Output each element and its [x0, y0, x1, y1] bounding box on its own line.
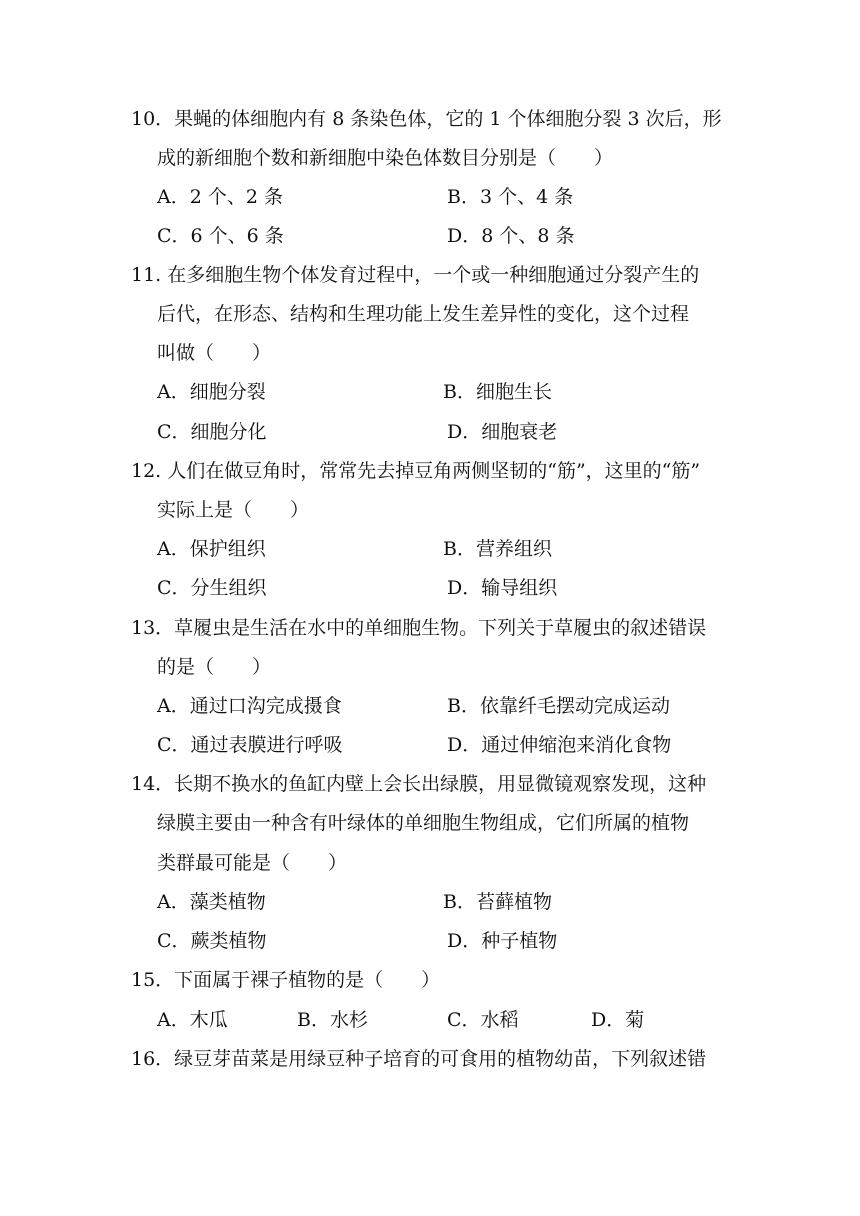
question-10-line-2: 成的新细胞个数和新细胞中染色体数目分别是（ ） [157, 147, 614, 169]
question-12-option-d: D．输导组织 [447, 577, 558, 599]
question-14-line-2: 绿膜主要由一种含有叶绿体的单细胞生物组成，它们所属的植物 [157, 812, 690, 834]
question-11-line-2: 后代，在形态、结构和生理功能上发生差异性的变化，这个过程 [157, 303, 690, 325]
question-13-line-2: 的是（ ） [157, 656, 272, 678]
question-11-option-c: C．细胞分化 [157, 421, 267, 443]
question-13-option-a: A．通过口沟完成摄食 [157, 695, 342, 717]
question-11-option-d: D．细胞衰老 [447, 421, 558, 443]
question-14-option-a: A．藻类植物 [157, 891, 266, 913]
question-11-line-1: 11. 在多细胞生物个体发育过程中，一个或一种细胞通过分裂产生的 [131, 264, 700, 286]
question-12-line-2: 实际上是（ ） [157, 499, 310, 521]
question-10-option-d: D．8 个、8 条 [447, 225, 575, 247]
question-14-option-b: B．苔藓植物 [443, 891, 552, 913]
question-10-option-c: C．6 个、6 条 [157, 225, 284, 247]
question-11-option-a: A．细胞分裂 [157, 381, 266, 403]
question-12-option-b: B．营养组织 [443, 538, 552, 560]
question-15-option-c: C．水稻 [447, 1009, 519, 1031]
question-12-line-1: 12. 人们在做豆角时，常常先去掉豆角两侧坚韧的“筋”，这里的“筋” [131, 460, 701, 482]
question-11-option-b: B．细胞生长 [443, 381, 552, 403]
question-14-option-d: D．种子植物 [447, 930, 558, 952]
question-15-option-d: D．菊 [591, 1009, 645, 1031]
question-15-option-a: A．木瓜 [157, 1009, 228, 1031]
question-10-option-b: B．3 个、4 条 [447, 186, 574, 208]
question-11-line-3: 叫做（ ） [157, 342, 272, 364]
question-12-option-a: A．保护组织 [157, 538, 266, 560]
question-12-option-c: C．分生组织 [157, 577, 267, 599]
question-14-line-3: 类群最可能是（ ） [157, 852, 348, 874]
question-13-option-d: D．通过伸缩泡来消化食物 [447, 734, 672, 756]
question-13-option-b: B．依靠纤毛摆动完成运动 [447, 695, 670, 717]
question-13-option-c: C．通过表膜进行呼吸 [157, 734, 343, 756]
question-14-option-c: C．蕨类植物 [157, 930, 267, 952]
question-15-option-b: B．水杉 [297, 1009, 368, 1031]
question-10-option-a: A．2 个、2 条 [157, 186, 283, 208]
question-16-line-1: 16．绿豆芽苗菜是用绿豆种子培育的可食用的植物幼苗，下列叙述错 [131, 1048, 707, 1070]
question-14-line-1: 14．长期不换水的鱼缸内壁上会长出绿膜，用显微镜观察发现，这种 [131, 773, 707, 795]
question-10-line-1: 10．果蝇的体细胞内有 8 条染色体，它的 1 个体细胞分裂 3 次后，形 [131, 108, 722, 130]
question-15-line-1: 15．下面属于裸子植物的是（ ） [131, 969, 441, 991]
question-13-line-1: 13．草履虫是生活在水中的单细胞生物。下列关于草履虫的叙述错误 [131, 617, 707, 639]
